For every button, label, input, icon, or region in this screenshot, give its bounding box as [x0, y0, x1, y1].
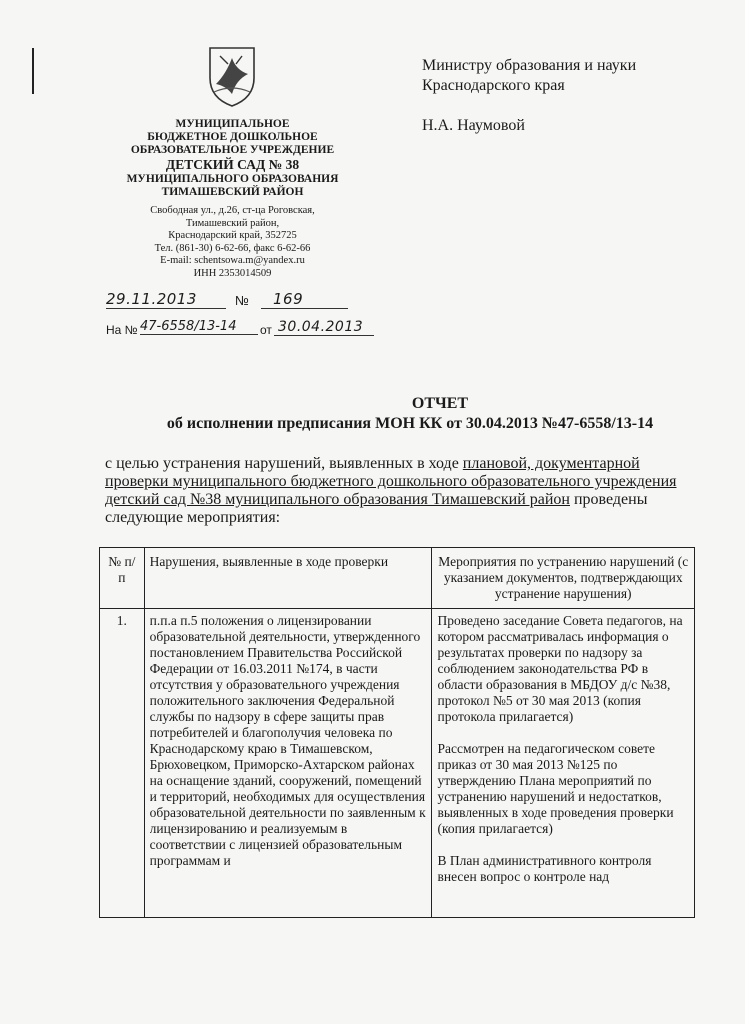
outgoing-number: 169: [261, 290, 348, 309]
table-header-row: [100, 548, 695, 609]
org-name-line: МУНИЦИПАЛЬНОЕ: [175, 118, 290, 130]
inspection-type: плановой, документарной: [462, 455, 640, 472]
violation-text: п.п.а п.5 положения о лицензировании образовательной деятельности, утвержденного постановлением Правительства Российской Федерации от 16.03.2011 №174, в части отсутствия у образовательного учреждения положительного заключения Федеральной службы по надзору в сфере защиты прав потребителей и благополучия человека по Краснодарскому краю в Тимашевском, Брюховецком, Приморско-Ахтарском районах на оснащение зданий, сооружений, помещений и территорий, необходимых для осуществления образовательной деятельности по заявленным к лицензированию и реализуемым в соответствии с лицензией образовательным программам и: [149, 613, 426, 868]
address-line: Свободная ул., д.26, ст-ца Роговская,: [150, 205, 315, 216]
header-violations: Нарушения, выявленные в ходе проверки: [144, 548, 432, 609]
row-violation: [144, 609, 432, 918]
title-subheading: об исполнении предписания МОН КК от 30.04.2013 №47-6558/13-14: [166, 415, 654, 432]
organization-letterhead: [90, 118, 375, 280]
org-name-line: БЮДЖЕТНОЕ ДОШКОЛЬНОЕ: [147, 131, 318, 143]
document-title: [100, 394, 720, 434]
header-number: № п/п: [100, 548, 145, 609]
measure-item: В План административного контроля внесен вопрос о контроле над: [437, 853, 652, 884]
outgoing-registration: [106, 290, 406, 312]
recipient-name: Н.А. Наумовой: [422, 117, 525, 134]
margin-mark: [32, 48, 34, 94]
row-measures: [432, 609, 695, 918]
org-name-line: МУНИЦИПАЛЬНОГО ОБРАЗОВАНИЯ: [126, 173, 339, 185]
measure-item: Проведено заседание Совета педагогов, на котором рассматривалась информация о результатах проверки по надзору за соблюдением законодательства РФ в области образования в МБДОУ д/с №38, протокол №5 от 30 мая 2013 (копия протокола прилагается): [437, 613, 683, 724]
phone-line: Тел. (861-30) 6-62-66, факс 6-62-66: [154, 242, 311, 254]
organization-name: [90, 118, 375, 199]
reference-date: 30.04.2013: [274, 319, 374, 336]
org-name-line: ОБРАЗОВАТЕЛЬНОЕ УЧРЕЖДЕНИЕ: [130, 144, 335, 156]
table-row: [100, 609, 695, 918]
inn-line: ИНН 2353014509: [193, 267, 272, 279]
intro-text-end: проведены следующие мероприятия:: [105, 491, 648, 526]
title-heading: ОТЧЕТ: [411, 395, 469, 412]
org-name-line: ТИМАШЕВСКИЙ РАЙОН: [161, 186, 304, 198]
email-line: E-mail: schentsowa.m@yandex.ru: [160, 255, 305, 266]
organization-address: [90, 205, 375, 280]
address-line: Краснодарский край, 352725: [168, 230, 297, 241]
inspected-organization: проверки муниципального бюджетного дошкольного образовательного учреждения детский сад №38 муниципального образования Тимашевский район: [105, 473, 677, 508]
number-label: №: [235, 293, 249, 308]
reference-from-label: от: [260, 323, 272, 337]
address-line: Тимашевский район,: [185, 217, 280, 229]
header-measures: Мероприятия по устранению нарушений (с указанием документов, подтверждающих устранение нарушения): [432, 548, 695, 609]
row-number: 1.: [100, 609, 145, 918]
recipient-block: [422, 56, 722, 136]
coat-of-arms-emblem: [206, 44, 258, 108]
reference-registration: [106, 319, 406, 341]
intro-paragraph: [105, 455, 695, 527]
measure-item: Рассмотрен на педагогическом совете приказ от 30 мая 2013 №125 по утверждению Плана мероприятий по устранению нарушений и недостатков, выявленных в ходе проведения проверки (копия прилагается): [437, 741, 674, 836]
reference-number: 47-6558/13-14: [140, 319, 258, 335]
intro-text: с целью устранения нарушений, выявленных в ходе: [105, 455, 463, 472]
recipient-position: Министру образования и науки: [422, 57, 637, 74]
measures-table: [99, 547, 695, 918]
org-name-line: ДЕТСКИЙ САД № 38: [165, 157, 300, 172]
reference-label: На №: [106, 323, 138, 337]
outgoing-date: 29.11.2013: [106, 290, 226, 309]
recipient-region: Краснодарского края: [422, 77, 565, 94]
